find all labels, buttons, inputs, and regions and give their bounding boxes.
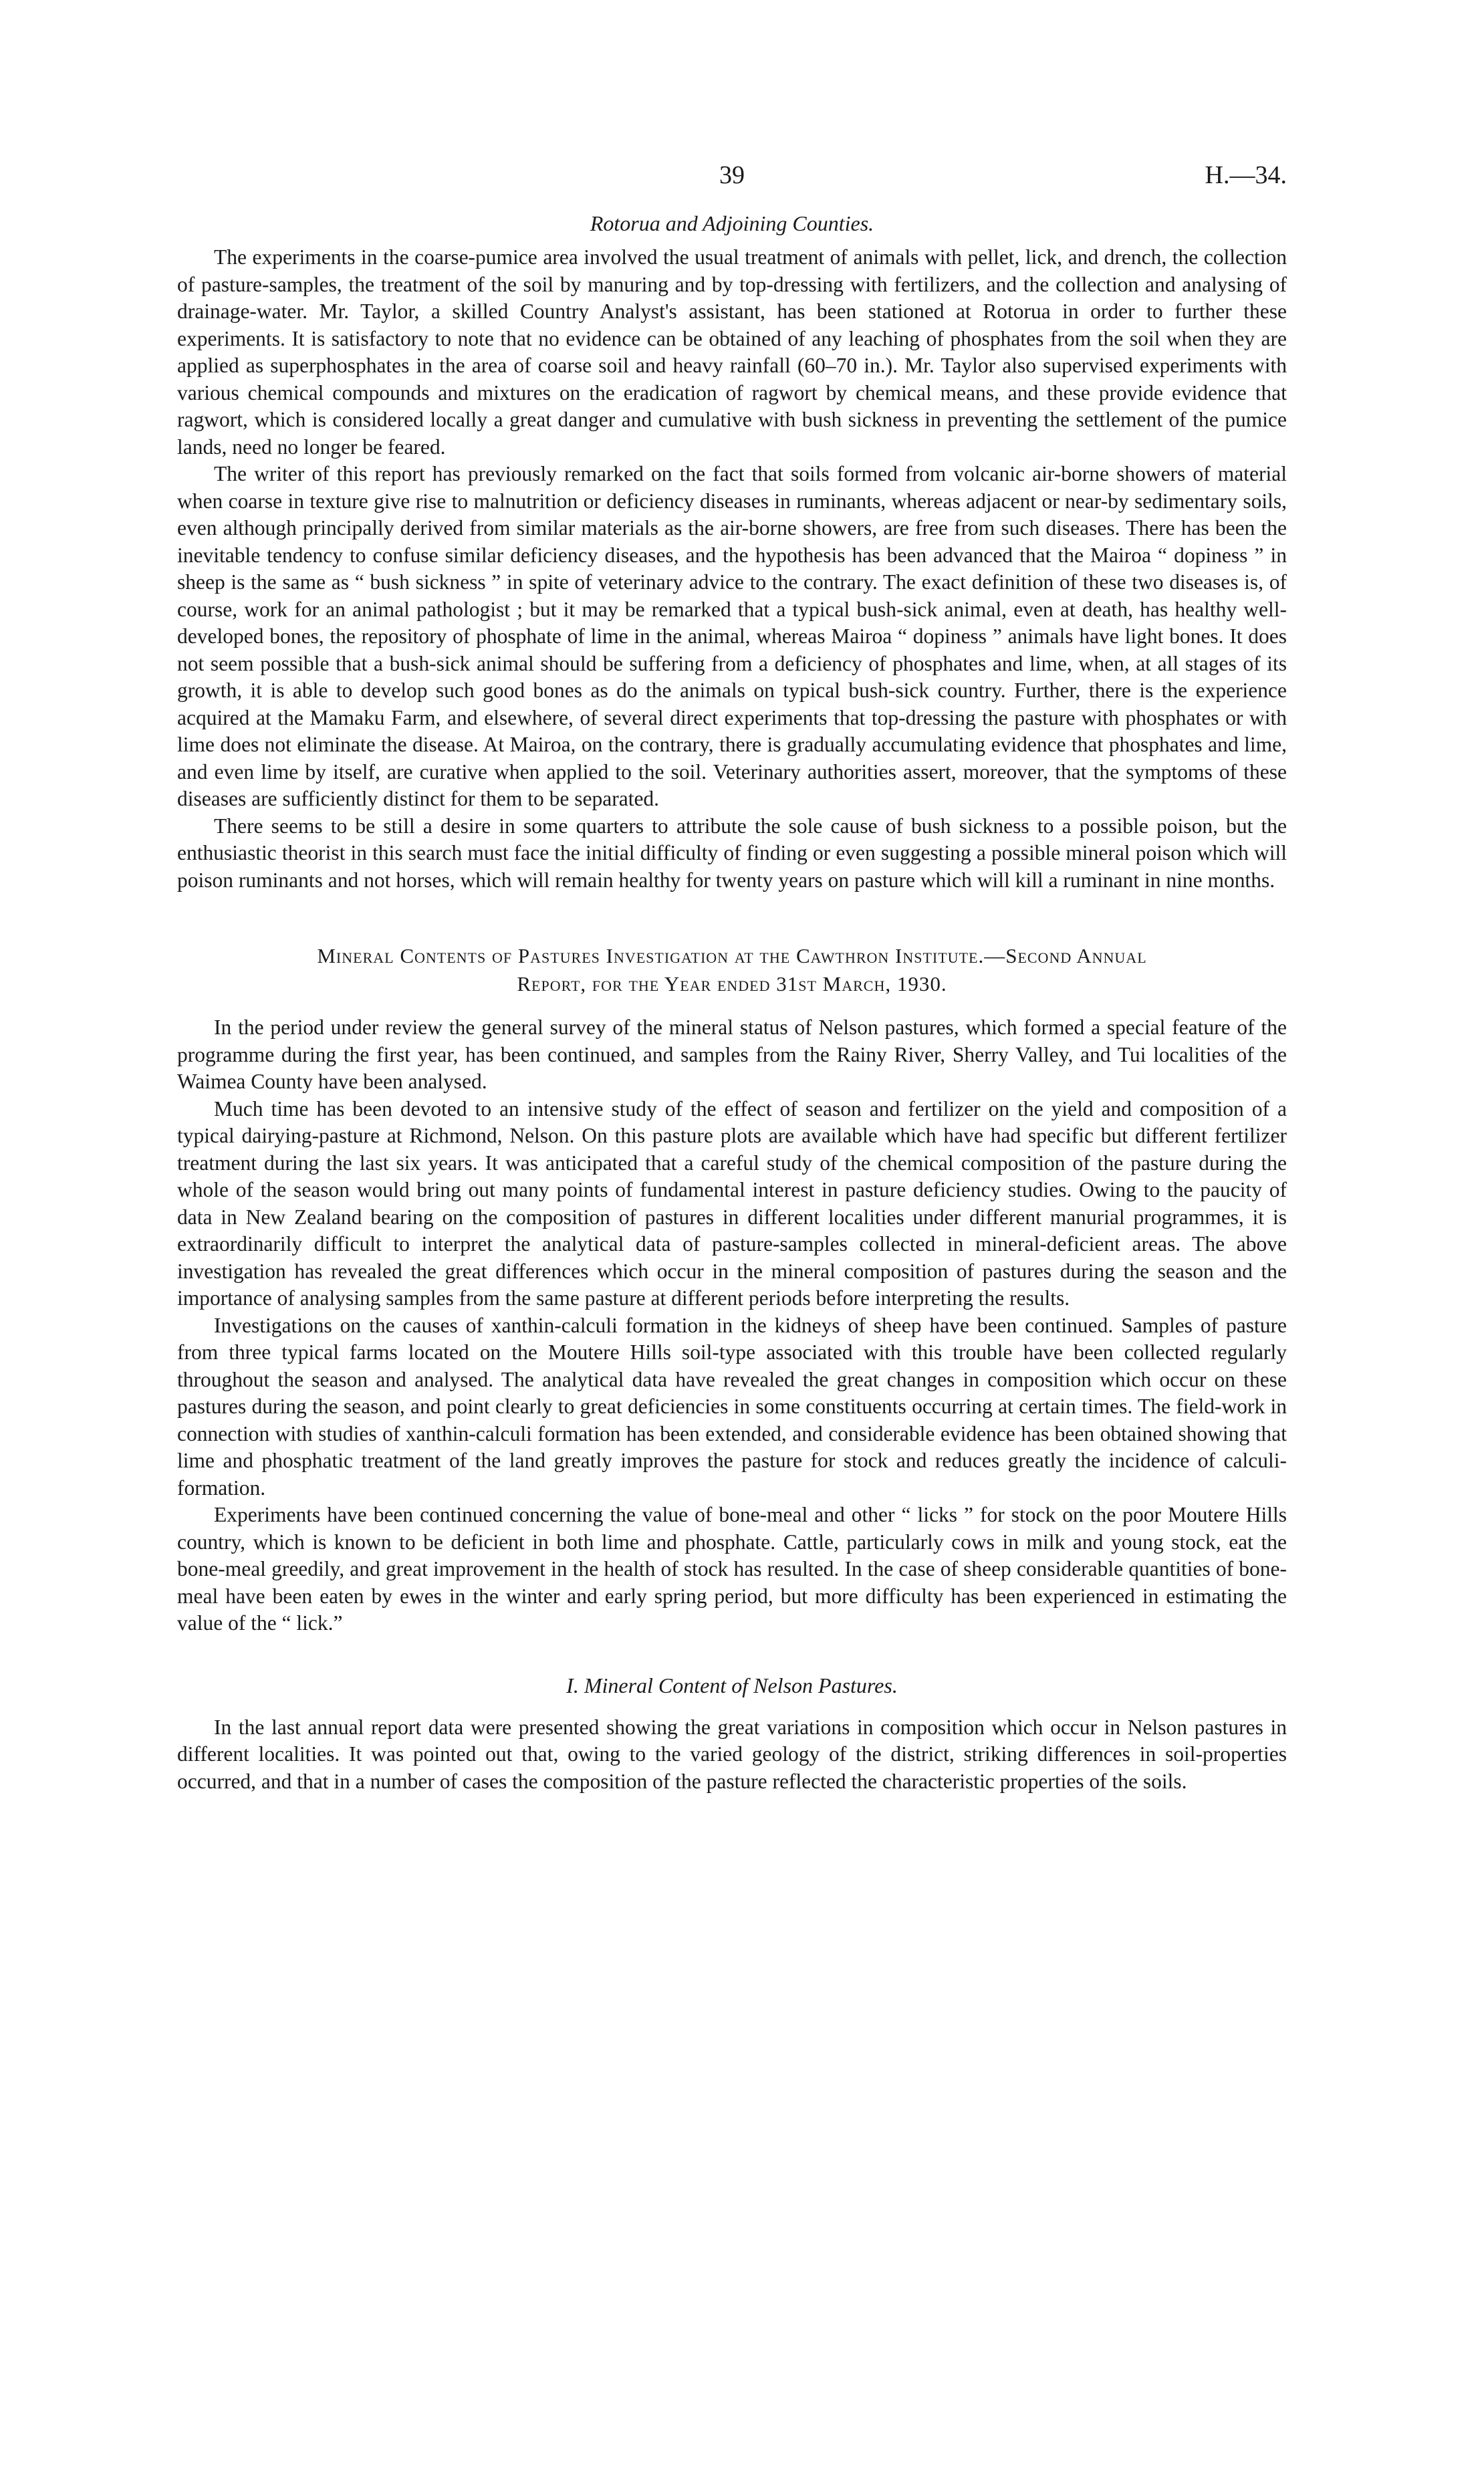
section-body-cawthron [177,1014,1287,1637]
report-code: H.—34. [1205,161,1287,189]
page-header [177,160,1287,207]
paragraph: Experiments have been continued concerning the value of bone-meal and other “ licks ” for stock on the poor Moutere Hills country, which is known to be deficient in both lime and phosphate. Cattle, particularly cows in milk and young stock, eat the bone-meal greedily, and great improvement in the health of stock has resulted. In the case of sheep considerable quantities of bone-meal have been eaten by ewes in the winter and early spring period, but more difficulty has been experienced in estimating the value of the “ lick.” [177,1503,1287,1635]
page-number: 39 [719,161,745,189]
paragraph: In the last annual report data were presented showing the great variations in composition which occur in Nelson pastures in different localities. It was pointed out that, owing to the varied geology of the district, striking differences in soil-properties occurred, and that in a number of cases the composition of the pasture reflected the characteristic properties of the soils. [177,1715,1287,1793]
document-page [177,160,1287,1795]
section-heading-line: Mineral Contents of Pastures Investigation at the Cawthron Institute.—Second Annual [317,944,1147,967]
paragraph: Investigations on the causes of xanthin-calculi formation in the kidneys of sheep have been continued. Samples of pasture from three typical farms located on the Moutere Hills soil-type associated with this trouble have been collected regularly throughout the season and analysed. The analytical data have revealed the great changes in composition which occur on these pastures during the season, and point clearly to great deficiencies in some constituents occurring at certain times. The field-work in connection with studies of xanthin-calculi formation has been extended, and considerable evidence has been obtained showing that lime and phosphatic treatment of the land greatly improves the pasture for stock and reduces greatly the incidence of calculi-formation. [177,1313,1287,1500]
section-body-nelson [177,1714,1287,1796]
section-heading-rotorua: Rotorua and Adjoining Counties. [590,211,874,235]
section-body-rotorua [177,244,1287,894]
sub-heading-nelson-pastures: I. Mineral Content of Nelson Pastures. [566,1673,898,1697]
paragraph: There seems to be still a desire in some quarters to attribute the sole cause of bush sickness to a possible poison, but the enthusiastic theorist in this search must face the initial difficulty of finding or even suggesting a possible mineral poison which will poison ruminants and not horses, which will remain healthy for twenty years on pasture which will kill a ruminant in nine months. [177,814,1287,892]
paragraph: Much time has been devoted to an intensive study of the effect of season and fertilizer on the yield and composition of a typical dairying-pasture at Richmond, Nelson. On this pasture plots are available which have had specific but different fertilizer treatment during the last six years. It was anticipated that a careful study of the chemical composition of the pasture during the whole of the season would bring out many points of fundamental interest in pasture deficiency studies. Owing to the paucity of data in New Zealand bearing on the composition of pastures in different localities under different manurial programmes, it is extraordinarily difficult to interpret the analytical data of pasture-samples collected in mineral-deficient areas. The above investigation has revealed the great differences which occur in the mineral composition of pastures during the season and the importance of analysing samples from the same pasture at different periods before interpreting the results. [177,1096,1287,1310]
section-heading-cawthron [177,942,1287,998]
section-heading-line: Report, for the Year ended 31st March, 1930. [517,972,947,995]
paragraph: The experiments in the coarse-pumice area involved the usual treatment of animals with pellet, lick, and drench, the collection of pasture-samples, the treatment of the soil by manuring and by top-dressing with fertilizers, and the collection and analysing of drainage-water. Mr. Taylor, a skilled Country Analyst's assistant, has been stationed at Rotorua in order to further these experiments. It is satisfactory to note that no evidence can be obtained of any leaching of phosphates from the soil when they are applied as superphosphates in the area of coarse soil and heavy rainfall (60–70 in.). Mr. Taylor also supervised experiments with various chemical compounds and mixtures on the eradication of ragwort by chemical means, and these provide evidence that ragwort, which is considered locally a great danger and cumulative with bush sickness in preventing the settlement of the pumice lands, need no longer be feared. [177,245,1287,459]
paragraph: The writer of this report has previously remarked on the fact that soils formed from volcanic air-borne showers of material when coarse in texture give rise to malnutrition or deficiency diseases in ruminants, whereas adjacent or near-by sedimentary soils, even although principally derived from similar materials as the air-borne showers, are free from such diseases. There has been the inevitable tendency to confuse similar deficiency diseases, and the hypothesis has been advanced that the Mairoa “ dopiness ” in sheep is the same as “ bush sickness ” in spite of veterinary advice to the contrary. The exact definition of these two diseases is, of course, work for an animal pathologist ; but it may be remarked that a typical bush-sick animal, even at death, has healthy well-developed bones, the repository of phosphate of lime in the animal, whereas Mairoa “ dopiness ” animals have light bones. It does not seem possible that a bush-sick animal should be suffering from a deficiency of phosphates and lime, when, at all stages of its growth, it is able to develop such good bones as do the animals on typical bush-sick country. Further, there is the experience acquired at the Mamaku Farm, and elsewhere, of several direct experiments that top-dressing the pasture with phosphates or with lime does not eliminate the disease. At Mairoa, on the contrary, there is gradually accumulating evidence that phosphates and lime, and even lime by itself, are curative when applied to the soil. Veterinary authorities assert, moreover, that the symptoms of these diseases are sufficiently distinct for them to be separated. [177,462,1287,810]
paragraph: In the period under review the general survey of the mineral status of Nelson pastures, which formed a special feature of the programme during the first year, has been continued, and samples from the Rainy River, Sherry Valley, and Tui localities of the Waimea County have been analysed. [177,1016,1287,1093]
